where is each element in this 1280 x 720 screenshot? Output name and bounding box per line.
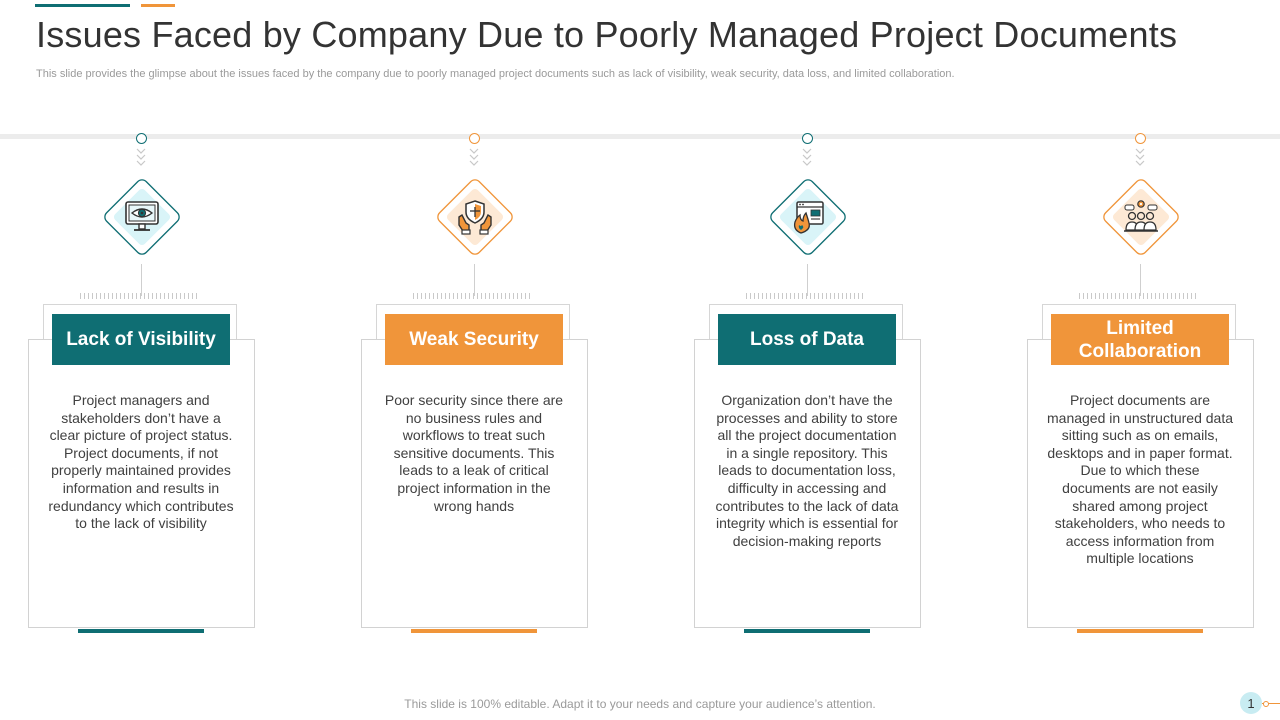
team-collaboration-icon bbox=[1121, 197, 1161, 237]
icon-diamond bbox=[1093, 169, 1189, 265]
card-weak-security bbox=[361, 132, 601, 637]
shield-hands-icon bbox=[455, 197, 495, 237]
card-limited-collaboration bbox=[1027, 132, 1267, 637]
top-accent-teal bbox=[35, 4, 130, 7]
card-lack-of-visibility bbox=[28, 132, 268, 637]
page-title: Issues Faced by Company Due to Poorly Managed Project Documents bbox=[36, 14, 1178, 55]
card-label: Loss of Data bbox=[718, 314, 896, 365]
card-label: Weak Security bbox=[385, 314, 563, 365]
card-description: Organization don’t have the processes and ability to store all the project documentation in a single repository. This leads to documentation loss, difficulty in accessing and contributes to the lack of data integrity which is essential for decision-making reports bbox=[715, 392, 899, 549]
top-accent-orange bbox=[141, 4, 175, 7]
card-loss-of-data bbox=[694, 132, 934, 637]
monitor-eye-icon bbox=[122, 197, 162, 237]
connector-stem bbox=[807, 264, 808, 296]
card-label: Limited Collaboration bbox=[1051, 314, 1229, 365]
tick-decoration bbox=[1079, 293, 1199, 299]
connector-stem bbox=[1140, 264, 1141, 296]
chevron-down-icon bbox=[467, 147, 481, 169]
page-number: 1 bbox=[1240, 692, 1262, 714]
card-accent-bar bbox=[744, 629, 870, 633]
connector-dot bbox=[136, 133, 147, 144]
card-description: Project managers and stakeholders don’t have a clear picture of project status. Project documents, if not properly maintained provides information and results in redundancy which contributes to the lack of visibility bbox=[48, 392, 234, 532]
tick-decoration bbox=[80, 293, 200, 299]
icon-diamond bbox=[427, 169, 523, 265]
icon-diamond bbox=[94, 169, 190, 265]
card-accent-bar bbox=[1077, 629, 1203, 633]
tick-decoration bbox=[413, 293, 533, 299]
connector-stem bbox=[141, 264, 142, 296]
chevron-down-icon bbox=[800, 147, 814, 169]
connector-dot bbox=[469, 133, 480, 144]
tick-decoration bbox=[746, 293, 866, 299]
connector-stem bbox=[474, 264, 475, 296]
card-label: Lack of Visibility bbox=[52, 314, 230, 365]
page-subtitle: This slide provides the glimpse about the issues faced by the company due to poorly managed project documents such as lack of visibility, weak security, data loss, and limited collaboration. bbox=[36, 68, 955, 80]
chevron-down-icon bbox=[1133, 147, 1147, 169]
chevron-down-icon bbox=[134, 147, 148, 169]
icon-diamond bbox=[760, 169, 856, 265]
connector-dot bbox=[802, 133, 813, 144]
card-accent-bar bbox=[78, 629, 204, 633]
card-description: Poor security since there are no business rules and workflows to treat such sensitive documents. This leads to a leak of critical project information in the wrong hands bbox=[384, 392, 564, 514]
footer-note: This slide is 100% editable. Adapt it to your needs and capture your audience’s attention. bbox=[404, 697, 876, 711]
card-description: Project documents are managed in unstructured data sitting such as on emails, desktops and in paper format. Due to which these documents are not easily shared among project stakeholders, who needs to access information from multiple locations bbox=[1047, 392, 1234, 567]
connector-dot bbox=[1135, 133, 1146, 144]
burning-document-icon bbox=[788, 197, 828, 237]
card-accent-bar bbox=[411, 629, 537, 633]
page-number-dot bbox=[1263, 701, 1269, 707]
